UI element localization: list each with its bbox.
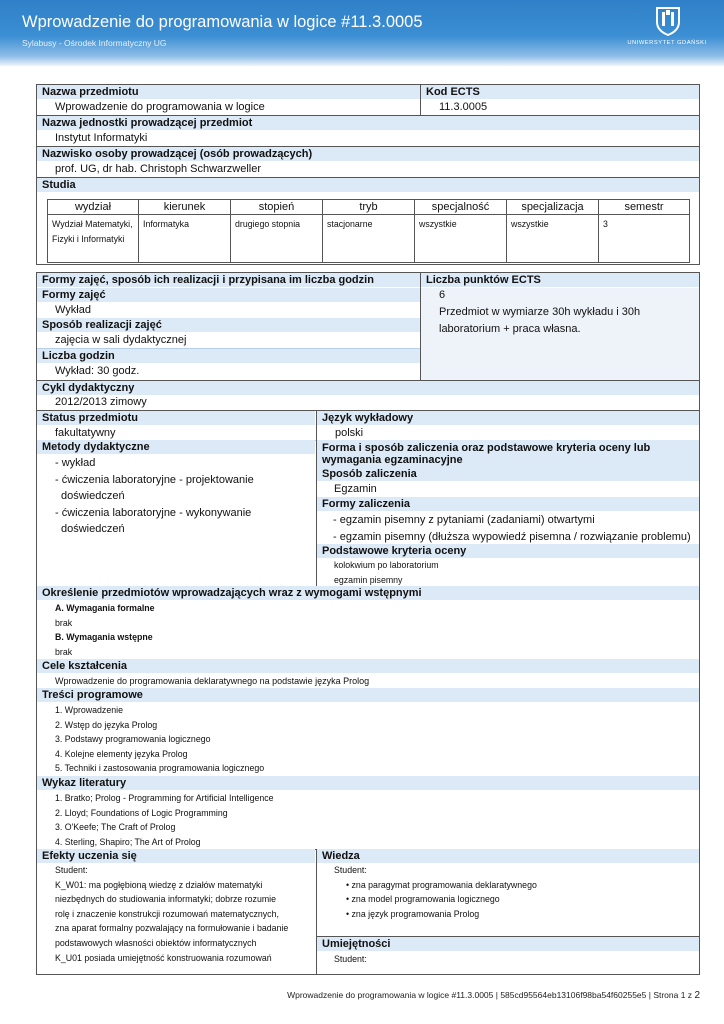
page-subtitle: Sylabusy - Ośrodek Informatyczny UG [22,38,167,48]
studies-cell: wszystkie [415,215,507,263]
list-item: - egzamin pisemny (dłuższa wypowiedź pisemna / rozwiązanie problemu) [333,530,691,543]
page-title: Wprowadzenie do programowania w logice #11.3.0005 [22,13,423,31]
list-item: rolę i znaczenie konstrukcji rozumowań matematycznych, [55,908,279,919]
forms-value: Wykład [55,304,91,316]
studies-cell: wszystkie [507,215,599,263]
hours-label: Liczba godzin [37,349,420,364]
assessment-forms-list [333,512,699,545]
formal-requirements-label: A. Wymagania formalne [55,603,155,613]
list-item: - wykład [55,457,96,469]
list-item: egzamin pisemny [334,574,403,585]
knowledge-label: Wiedza [317,849,699,864]
studies-header: semestr [599,200,690,215]
goals-value: Wprowadzenie do programowania deklaratywnego na podstawie języka Prolog [55,676,370,686]
studies-cell: Wydział Matematyki, Fizyki i Informatyki [48,215,139,263]
list-item: K_U01 posiada umiejętność konstruowania rozumowań [55,952,272,963]
studies-header: specjalizacja [507,200,599,215]
list-item: • zna paragymat programowania deklaratywnego [346,879,537,890]
assessment-method-label: Sposób zaliczenia [317,467,699,482]
assessment-method-value: Egzamin [334,483,377,495]
knowledge-list [334,863,694,921]
initial-requirements-label: B. Wymagania wstępne [55,632,153,643]
list-item: niezbędnych do studiowania informatyki; dobrze rozumie [55,894,277,905]
content-list [55,703,695,776]
list-item: 4. Sterling, Shapiro; The Art of Prolog [55,836,201,847]
knowledge-intro: Student: [334,865,367,875]
prerequisites-content [55,601,695,659]
course-details-section [36,272,700,975]
methods-list [55,455,313,538]
list-item: 4. Kolejne elementy języka Prolog [55,748,188,759]
forms-header: Formy zajęć, sposób ich realizacji i przypisana im liczba godzin [37,273,420,288]
literature-list [55,791,695,849]
course-name: Wprowadzenie do programowania w logice [55,101,265,113]
studies-header: specjalność [415,200,507,215]
criteria-label: Podstawowe kryteria oceny [317,544,699,559]
forms-label: Formy zajęć [37,288,420,303]
methods-label: Metody dydaktyczne [37,440,315,455]
literature-label: Wykaz literatury [37,776,699,791]
footer-page-count: 2 [694,990,700,1001]
status-label: Status przedmiotu [37,411,315,426]
studies-header: tryb [323,200,415,215]
formal-requirements-value: brak [55,617,73,628]
ects-points-label: Liczba punktów ECTS [421,273,699,288]
studies-header: stopień [231,200,323,215]
status-value: fakultatywny [55,427,116,439]
hours-value: Wykład: 30 godz. [55,365,140,377]
list-item: 5. Techniki i zastosowania programowania logicznego [55,763,265,774]
studies-cell: Informatyka [139,215,231,263]
prerequisites-label: Określenie przedmiotów wprowadzających wraz z wymogami wstępnymi [37,586,699,601]
outcomes-list [55,863,315,965]
unit-label: Nazwa jednostki prowadzącej przedmiot [37,116,699,131]
list-item: doświedczeń [61,490,125,502]
outcomes-label: Efekty uczenia się [37,849,315,864]
studies-header: kierunek [139,200,231,215]
list-item: podstawowych własności obiektów informatycznych [55,937,257,948]
goals-label: Cele kształcenia [37,659,699,674]
ects-note: Przedmiot w wymiarze 30h wykładu i 30h laboratorium + praca własna. [439,306,641,335]
list-item: 3. O'Keefe; The Craft of Prolog [55,822,176,833]
unit-value: Instytut Informatyki [55,132,148,144]
language-label: Język wykładowy [317,411,699,426]
university-logo [626,6,708,52]
course-info-section [36,84,700,265]
skills-intro: Student: [334,954,367,964]
list-item: - egzamin pisemny z pytaniami (zadaniami) otwartymi [333,514,595,526]
language-value: polski [335,427,364,439]
studies-header: wydział [48,200,139,215]
list-item: • zna język programowania Prolog [346,908,480,919]
method-value: zajęcia w sali dydaktycznej [55,334,187,346]
cycle-value: 2012/2013 zimowy [55,396,147,408]
method-label: Sposób realizacji zajęć [37,318,420,333]
list-item: 1. Bratko; Prolog - Programming for Artificial Intelligence [55,793,274,803]
studies-cell: drugiego stopnia [231,215,323,263]
page-header [0,0,724,66]
criteria-list [334,558,699,587]
list-item: kolokwium po laboratorium [334,560,439,570]
ects-code: 11.3.0005 [439,101,488,113]
studies-table [47,199,690,263]
course-name-label: Nazwa przedmiotu [37,85,420,100]
ects-points-value: 6 [439,289,446,301]
list-item: 2. Lloyd; Foundations of Logic Programming [55,807,228,818]
lecturer-label: Nazwisko osoby prowadzącej (osób prowadzących) [37,147,699,162]
list-item: - ćwiczenia laboratoryjne - wykonywanie [55,506,252,519]
page-footer [287,990,700,1001]
content-label: Treści programowe [37,688,699,703]
ects-code-label: Kod ECTS [421,85,699,100]
footer-text: Wprowadzenie do programowania w logice #11.3.0005 | 585cd95564eb13106f98ba54f60255e5 | Strona 1 z [287,990,695,1000]
initial-requirements-value: brak [55,646,73,657]
studies-cell: 3 [599,215,690,263]
logo-text: UNIWERSYTET GDAŃSKI [627,40,707,46]
list-item: zna aparat formalny pozwalający na formułowanie i badanie [55,923,289,934]
lecturer-value: prof. UG, dr hab. Christoph Schwarzweller [55,163,262,175]
university-crest-icon [655,6,681,36]
list-item: 2. Wstęp do języka Prolog [55,719,158,730]
studies-cell: stacjonarne [323,215,415,263]
cycle-label: Cykl dydaktyczny [37,381,699,396]
list-item: Student: [55,865,88,875]
list-item: doświedczeń [61,523,125,535]
list-item: • zna model programowania logicznego [346,894,500,905]
assessment-label: Forma i sposób zaliczenia oraz podstawowe kryteria oceny lub wymagania egzaminacyjne [317,440,699,469]
list-item: K_W01: ma pogłębioną wiedzę z działów matematyki [55,879,263,890]
studies-label: Studia [37,178,699,193]
skills-label: Umiejętności [317,937,699,952]
list-item: 3. Podstawy programowania logicznego [55,734,211,745]
list-item: 1. Wprowadzenie [55,705,123,715]
assessment-forms-label: Formy zaliczenia [317,497,699,512]
list-item: - ćwiczenia laboratoryjne - projektowanie [55,473,254,486]
